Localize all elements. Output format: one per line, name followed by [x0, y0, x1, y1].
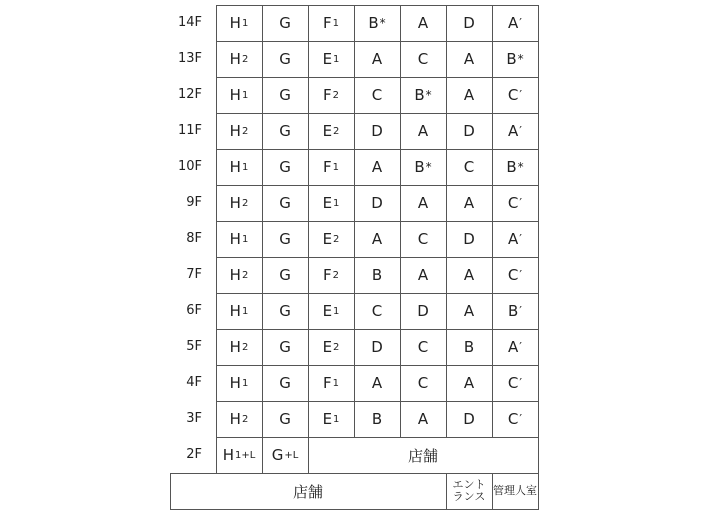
unit-letter: G: [279, 50, 291, 68]
unit-letter: G: [279, 266, 291, 284]
unit-cell: [354, 365, 400, 401]
unit-letter: C: [417, 374, 429, 392]
unit-letter: C: [417, 230, 429, 248]
unit-mark: *: [517, 52, 524, 66]
unit-cell: [492, 221, 538, 257]
unit-letter: A: [371, 374, 383, 392]
floor-label: 4F: [186, 375, 202, 390]
unit-cell: [216, 221, 262, 257]
unit-mark: ′: [519, 412, 523, 426]
unit-cell: [492, 257, 538, 293]
unit-cell: [308, 41, 354, 77]
floor-label: 6F: [186, 303, 202, 318]
unit-letter: C: [507, 374, 519, 392]
unit-cell: [216, 77, 262, 113]
unit-cell: [400, 257, 446, 293]
unit-cell: [262, 41, 308, 77]
unit-letter: D: [463, 410, 475, 428]
unit-letter: H: [229, 230, 241, 248]
unit-subscript: 2: [332, 269, 339, 281]
unit-cell: [354, 293, 400, 329]
grid-line-vertical: [354, 5, 355, 437]
unit-letter: F: [322, 158, 332, 176]
unit-cell: [492, 5, 538, 41]
unit-letter: H: [229, 86, 241, 104]
unit-letter: A: [417, 122, 429, 140]
shop-2f: [308, 437, 538, 473]
unit-letter: H: [229, 50, 241, 68]
unit-subscript: 2: [241, 197, 249, 209]
unit-cell: [446, 401, 492, 437]
unit-subscript: 1: [241, 377, 249, 389]
unit-cell: [308, 329, 354, 365]
unit-subscript: 1: [333, 197, 340, 209]
grid-line-vertical: [538, 5, 539, 473]
grid-line-vertical: [446, 5, 447, 437]
unit-cell: [216, 257, 262, 293]
unit-letter: A: [508, 338, 519, 356]
unit-letter: H: [229, 410, 241, 428]
unit-cell: [400, 149, 446, 185]
unit-cell: [354, 5, 400, 41]
unit-letter: A: [371, 158, 383, 176]
unit-cell: [262, 293, 308, 329]
unit-cell: [262, 149, 308, 185]
unit-cell: [446, 329, 492, 365]
unit-cell-2f-g: [262, 437, 308, 473]
unit-letter: C: [417, 338, 429, 356]
unit-letter: A: [417, 266, 429, 284]
unit-cell: [446, 293, 492, 329]
grid-line-horizontal: [216, 329, 539, 330]
unit-subscript: 1: [333, 305, 340, 317]
unit-cell: [400, 113, 446, 149]
shop-2f-label: 店舗: [407, 446, 438, 465]
unit-mark: ′: [519, 232, 522, 246]
unit-letter: B: [414, 158, 425, 176]
unit-letter: A: [371, 50, 383, 68]
unit-letter: H: [229, 194, 241, 212]
unit-cell: [216, 149, 262, 185]
unit-cell: [354, 221, 400, 257]
entrance-label: エント ランス: [452, 478, 486, 503]
unit-cell: [400, 329, 446, 365]
grid-line-vertical: [262, 5, 263, 473]
unit-letter: B: [371, 410, 383, 428]
unit-subscript: 1: [241, 305, 249, 317]
shop-1f-label: 店舗: [292, 482, 323, 501]
unit-subscript: 2: [241, 53, 249, 65]
unit-cell: [492, 185, 538, 221]
unit-mark: ′: [519, 196, 523, 210]
unit-cell: [354, 185, 400, 221]
grid-line-horizontal: [216, 185, 539, 186]
unit-letter: C: [507, 86, 519, 104]
unit-cell: [262, 329, 308, 365]
unit-letter: A: [463, 266, 475, 284]
unit-mark: ′: [519, 304, 523, 318]
unit-cell: [216, 293, 262, 329]
grid-line-horizontal: [216, 221, 539, 222]
floor-label: 14F: [177, 15, 202, 30]
unit-letter: E: [322, 302, 333, 320]
unit-subscript: 2: [333, 125, 340, 137]
unit-cell: [354, 257, 400, 293]
unit-subscript: 1+L: [234, 449, 256, 461]
unit-cell: [446, 5, 492, 41]
unit-letter: G: [279, 302, 291, 320]
unit-cell: [216, 185, 262, 221]
unit-letter: D: [371, 122, 383, 140]
unit-letter: G: [279, 338, 291, 356]
floor-label: 7F: [186, 267, 202, 282]
unit-cell: [492, 329, 538, 365]
unit-letter: H: [229, 302, 241, 320]
unit-cell: [492, 365, 538, 401]
unit-letter: H: [222, 446, 234, 464]
unit-mark: *: [425, 88, 432, 102]
unit-letter: D: [417, 302, 429, 320]
unit-letter: D: [463, 122, 475, 140]
unit-subscript: 1: [332, 377, 339, 389]
floor-label: 12F: [177, 87, 202, 102]
unit-letter: B: [371, 266, 383, 284]
unit-cell: [400, 5, 446, 41]
grid-line-vertical: [446, 473, 447, 509]
unit-cell: [308, 401, 354, 437]
unit-letter: G: [279, 194, 291, 212]
unit-cell: [446, 221, 492, 257]
unit-mark: *: [517, 160, 524, 174]
manager-room-label: 管理人室: [493, 484, 537, 497]
unit-cell: [400, 293, 446, 329]
unit-letter: A: [463, 194, 475, 212]
unit-letter: G: [279, 14, 291, 32]
unit-mark: ′: [519, 124, 522, 138]
grid-line-vertical: [170, 473, 171, 510]
unit-cell: [400, 185, 446, 221]
unit-subscript: 1: [332, 17, 339, 29]
grid-line-horizontal: [216, 401, 539, 402]
unit-cell: [492, 293, 538, 329]
unit-cell: [262, 257, 308, 293]
unit-cell: [446, 149, 492, 185]
unit-cell: [308, 149, 354, 185]
unit-cell: [492, 401, 538, 437]
unit-cell: [400, 41, 446, 77]
unit-letter: D: [371, 338, 383, 356]
unit-grid: [170, 5, 542, 509]
unit-letter: C: [507, 410, 519, 428]
unit-letter: D: [371, 194, 383, 212]
grid-line-horizontal: [216, 257, 539, 258]
unit-cell: [308, 365, 354, 401]
unit-letter: E: [322, 50, 333, 68]
unit-subscript: 1: [333, 413, 340, 425]
unit-subscript: 2: [241, 341, 249, 353]
unit-letter: E: [322, 122, 333, 140]
unit-letter: D: [463, 14, 475, 32]
grid-line-vertical: [216, 5, 217, 473]
unit-letter: F: [322, 86, 332, 104]
unit-letter: H: [229, 158, 241, 176]
unit-letter: C: [417, 50, 429, 68]
unit-cell: [446, 257, 492, 293]
unit-letter: A: [463, 86, 475, 104]
unit-letter: C: [507, 194, 519, 212]
grid-line-horizontal: [216, 149, 539, 150]
grid-line-vertical: [308, 5, 309, 473]
unit-subscript: 2: [332, 89, 339, 101]
grid-line-horizontal: [170, 473, 539, 474]
unit-cell: [216, 5, 262, 41]
unit-subscript: 1: [241, 17, 249, 29]
unit-cell: [308, 257, 354, 293]
unit-cell: [354, 113, 400, 149]
unit-cell: [262, 221, 308, 257]
unit-letter: A: [417, 410, 429, 428]
shop-1f: [170, 473, 446, 509]
unit-cell: [262, 401, 308, 437]
unit-letter: G: [279, 122, 291, 140]
unit-mark: ′: [519, 268, 523, 282]
floor-label: 11F: [177, 123, 202, 138]
unit-subscript: 1: [333, 53, 340, 65]
unit-letter: G: [279, 86, 291, 104]
unit-letter: C: [507, 266, 519, 284]
unit-letter: E: [322, 230, 333, 248]
unit-cell: [492, 149, 538, 185]
unit-cell: [354, 401, 400, 437]
unit-letter: C: [371, 302, 383, 320]
unit-letter: A: [417, 14, 429, 32]
unit-letter: B: [506, 158, 517, 176]
unit-letter: F: [322, 266, 332, 284]
unit-letter: H: [229, 338, 241, 356]
grid-line-horizontal: [216, 437, 539, 438]
unit-subscript: 2: [333, 233, 340, 245]
unit-cell: [216, 401, 262, 437]
entrance: [446, 473, 492, 509]
unit-cell: [308, 221, 354, 257]
unit-cell: [400, 221, 446, 257]
unit-cell: [308, 5, 354, 41]
unit-subscript: 2: [241, 125, 249, 137]
unit-letter: E: [322, 410, 333, 428]
unit-letter: H: [229, 14, 241, 32]
unit-cell: [308, 77, 354, 113]
unit-cell: [262, 5, 308, 41]
grid-line-horizontal: [216, 293, 539, 294]
unit-cell: [446, 113, 492, 149]
floor-label: 10F: [177, 159, 202, 174]
unit-letter: F: [322, 14, 332, 32]
unit-cell: [492, 113, 538, 149]
unit-mark: ′: [519, 16, 522, 30]
unit-letter: A: [508, 122, 519, 140]
unit-cell: [446, 77, 492, 113]
floor-label: 2F: [186, 447, 202, 462]
unit-letter: E: [322, 194, 333, 212]
unit-letter: C: [371, 86, 383, 104]
unit-subscript: 1: [241, 89, 249, 101]
unit-subscript: 2: [333, 341, 340, 353]
unit-cell: [354, 329, 400, 365]
grid-line-horizontal: [216, 41, 539, 42]
unit-letter: E: [322, 338, 333, 356]
grid-line-horizontal: [216, 113, 539, 114]
grid-line-horizontal: [216, 77, 539, 78]
unit-mark: *: [425, 160, 432, 174]
unit-cell: [446, 185, 492, 221]
unit-letter: D: [463, 230, 475, 248]
unit-letter: A: [463, 302, 475, 320]
grid-line-vertical: [400, 5, 401, 437]
unit-letter: G: [279, 410, 291, 428]
grid-line-vertical: [492, 473, 493, 509]
unit-letter: B: [507, 302, 519, 320]
unit-cell: [308, 185, 354, 221]
unit-cell: [262, 365, 308, 401]
unit-mark: *: [379, 16, 386, 30]
unit-cell: [354, 149, 400, 185]
unit-letter: A: [463, 374, 475, 392]
unit-letter: G: [279, 230, 291, 248]
grid-line-horizontal: [216, 5, 539, 6]
unit-cell: [262, 185, 308, 221]
unit-subscript: 1: [332, 161, 339, 173]
unit-cell: [308, 293, 354, 329]
unit-cell: [492, 77, 538, 113]
unit-cell: [446, 41, 492, 77]
unit-cell: [308, 113, 354, 149]
grid-line-vertical: [538, 473, 539, 510]
unit-subscript: 1: [241, 161, 249, 173]
unit-cell: [492, 41, 538, 77]
unit-cell: [400, 401, 446, 437]
unit-letter: B: [414, 86, 425, 104]
unit-letter: B: [506, 50, 517, 68]
floor-label: 5F: [186, 339, 202, 354]
unit-letter: A: [508, 14, 519, 32]
unit-cell: [262, 113, 308, 149]
unit-letter: H: [229, 122, 241, 140]
unit-cell-2f-h: [216, 437, 262, 473]
unit-cell: [216, 365, 262, 401]
unit-subscript: 2: [241, 413, 249, 425]
unit-cell: [400, 77, 446, 113]
grid-line-horizontal: [170, 509, 539, 510]
unit-letter: G: [279, 158, 291, 176]
floor-label: 9F: [186, 195, 202, 210]
unit-cell: [216, 329, 262, 365]
floor-label: 8F: [186, 231, 202, 246]
unit-letter: A: [463, 50, 475, 68]
unit-subscript: 2: [241, 269, 249, 281]
floor-label: 13F: [177, 51, 202, 66]
unit-letter: B: [463, 338, 475, 356]
unit-letter: B: [368, 14, 379, 32]
unit-subscript: +L: [284, 449, 299, 461]
unit-cell: [400, 365, 446, 401]
unit-letter: A: [508, 230, 519, 248]
grid-line-vertical: [492, 5, 493, 437]
unit-letter: A: [371, 230, 383, 248]
unit-cell: [354, 77, 400, 113]
unit-letter: H: [229, 374, 241, 392]
unit-letter: H: [229, 266, 241, 284]
unit-mark: ′: [519, 340, 522, 354]
floor-label: 3F: [186, 411, 202, 426]
unit-letter: F: [322, 374, 332, 392]
unit-cell: [354, 41, 400, 77]
grid-line-horizontal: [216, 365, 539, 366]
unit-cell: [216, 113, 262, 149]
unit-letter: G: [279, 374, 291, 392]
unit-cell: [216, 41, 262, 77]
manager-room: [492, 473, 538, 509]
unit-cell: [446, 365, 492, 401]
unit-letter: C: [463, 158, 475, 176]
unit-cell: [262, 77, 308, 113]
unit-letter: G: [271, 446, 284, 464]
unit-mark: ′: [519, 88, 523, 102]
unit-letter: A: [417, 194, 429, 212]
unit-subscript: 1: [241, 233, 249, 245]
unit-mark: ′: [519, 376, 523, 390]
